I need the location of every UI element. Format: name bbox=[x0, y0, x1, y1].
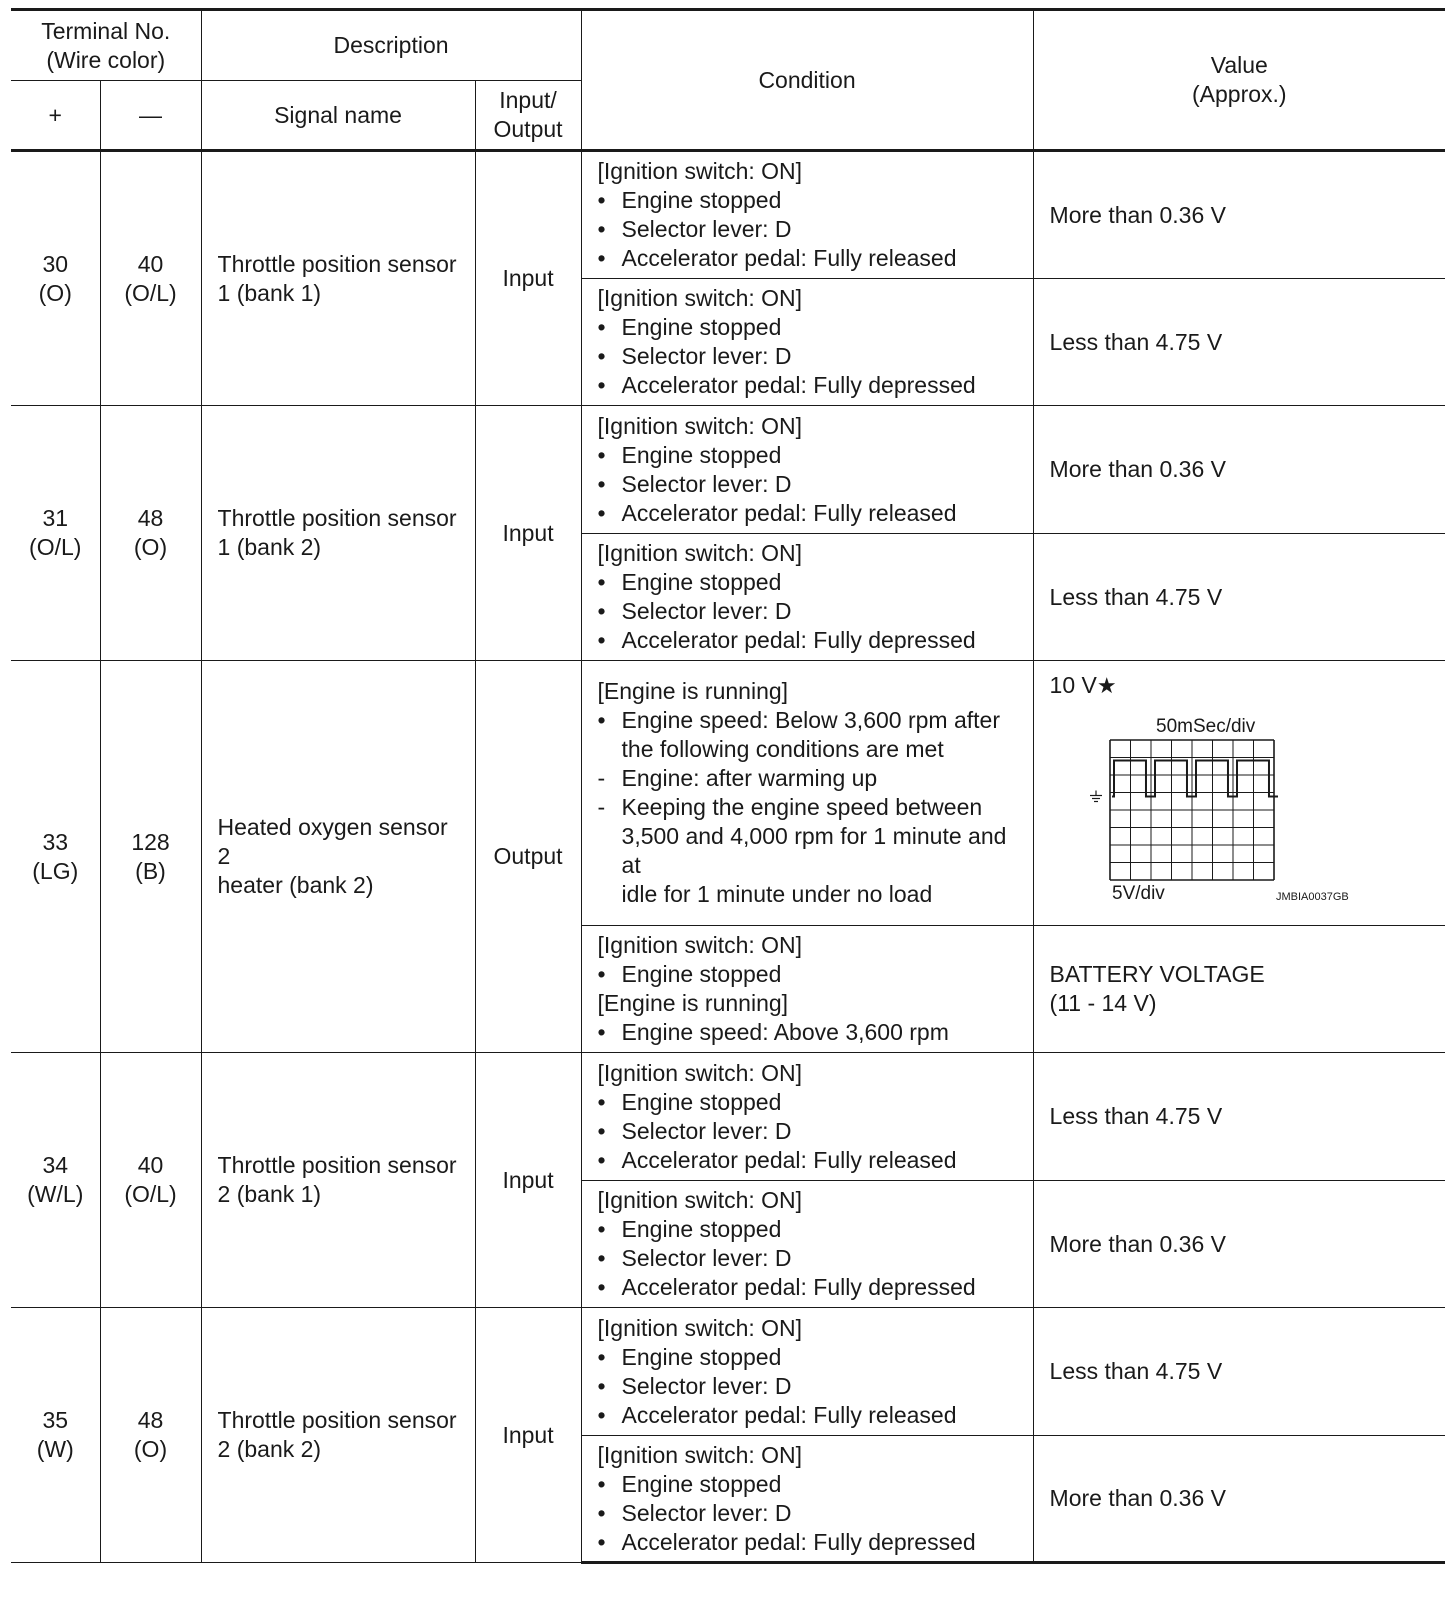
bullet-icon: • bbox=[597, 1499, 606, 1526]
condition-line bbox=[598, 1244, 1025, 1273]
condition-line bbox=[598, 1117, 1025, 1146]
condition-text: Selector lever: D bbox=[621, 470, 792, 497]
condition-line bbox=[598, 931, 1025, 960]
condition-line bbox=[598, 1273, 1025, 1302]
terminal-row bbox=[11, 661, 1445, 926]
signal-name-cell bbox=[201, 406, 475, 661]
condition-text: Accelerator pedal: Fully released bbox=[621, 245, 957, 271]
condition-text: Selector lever: D bbox=[621, 343, 792, 369]
condition-text: Accelerator pedal: Fully depressed bbox=[621, 1274, 976, 1300]
condition-line bbox=[598, 284, 1025, 313]
condition-cell bbox=[581, 279, 1033, 406]
condition-text: idle for 1 minute under no load bbox=[621, 881, 933, 907]
condition-line bbox=[598, 1470, 1025, 1499]
waveform-voltage-value: 10 V bbox=[1049, 672, 1097, 698]
condition-cell bbox=[581, 1436, 1033, 1563]
plus-wire-color: (W/L) bbox=[27, 1181, 84, 1207]
minus-terminal-cell bbox=[100, 406, 201, 661]
condition-line bbox=[598, 822, 1025, 880]
condition-line bbox=[598, 1314, 1025, 1343]
condition-text: [Ignition switch: ON] bbox=[597, 1441, 803, 1468]
minus-terminal-cell bbox=[100, 661, 201, 1053]
plus-terminal-cell bbox=[11, 1053, 100, 1308]
signal-name-line-1: Throttle position sensor bbox=[217, 1152, 457, 1178]
signal-name-line-2: 1 (bank 1) bbox=[217, 279, 322, 306]
bullet-icon: • bbox=[597, 707, 606, 733]
plus-terminal-cell bbox=[11, 151, 100, 406]
condition-line bbox=[598, 960, 1025, 989]
minus-terminal-number: 48 bbox=[137, 505, 164, 531]
plus-terminal-cell bbox=[11, 406, 100, 661]
minus-terminal-number: 128 bbox=[131, 828, 170, 855]
condition-text: the following conditions are met bbox=[621, 736, 944, 762]
plus-wire-color: (W) bbox=[36, 1436, 74, 1462]
ground-icon bbox=[1090, 791, 1102, 802]
plus-wire-color: (O) bbox=[38, 279, 72, 306]
condition-text: Engine stopped bbox=[621, 961, 782, 987]
io-cell: Input bbox=[475, 1308, 581, 1563]
indent-spacer bbox=[598, 880, 622, 909]
signal-name-cell bbox=[201, 1308, 475, 1563]
condition-line bbox=[598, 215, 1025, 244]
value-cell: More than 0.36 V bbox=[1033, 406, 1445, 534]
condition-text: Engine stopped bbox=[621, 1216, 782, 1242]
signal-name-line-1: Heated oxygen sensor 2 bbox=[217, 814, 448, 869]
condition-line bbox=[598, 499, 1025, 528]
signal-name-cell bbox=[201, 151, 475, 406]
bullet-icon: • bbox=[597, 598, 606, 624]
value-cell: More than 0.36 V bbox=[1033, 151, 1445, 279]
signal-name-line-2: heater (bank 2) bbox=[217, 872, 374, 898]
io-cell: Input bbox=[475, 1053, 581, 1308]
bullet-icon: • bbox=[597, 216, 606, 242]
indent-spacer bbox=[598, 822, 622, 880]
condition-text: [Ignition switch: ON] bbox=[597, 932, 803, 958]
header-terminal-label: Terminal No. bbox=[41, 17, 171, 44]
bullet-icon: • bbox=[597, 314, 606, 340]
terminal-row bbox=[11, 1053, 1445, 1181]
value-cell: Less than 4.75 V bbox=[1033, 279, 1445, 406]
time-div-label: 50mSec/div bbox=[1155, 716, 1255, 737]
condition-text: Engine: after warming up bbox=[621, 765, 878, 791]
condition-text: Engine stopped bbox=[621, 187, 782, 213]
condition-line bbox=[598, 597, 1025, 626]
header-wire-color-label: (Wire color) bbox=[46, 46, 166, 73]
condition-cell bbox=[581, 534, 1033, 661]
condition-line bbox=[598, 1528, 1025, 1557]
minus-wire-color: (O/L) bbox=[124, 1181, 177, 1207]
condition-line bbox=[598, 244, 1025, 273]
condition-line bbox=[598, 1018, 1025, 1047]
condition-text: Selector lever: D bbox=[621, 598, 792, 624]
condition-line bbox=[598, 1441, 1025, 1470]
header-plus: + bbox=[11, 81, 100, 151]
condition-text: Engine stopped bbox=[621, 441, 782, 468]
condition-line bbox=[598, 313, 1025, 342]
header-approx-label: (Approx.) bbox=[1191, 81, 1287, 107]
dash-icon: - bbox=[597, 794, 606, 820]
indent-spacer bbox=[598, 735, 622, 764]
io-cell: Output bbox=[475, 661, 581, 1053]
condition-text: Engine stopped bbox=[621, 1088, 782, 1115]
header-description: Description bbox=[201, 10, 581, 81]
condition-text: [Ignition switch: ON] bbox=[597, 1314, 803, 1341]
condition-line bbox=[598, 539, 1025, 568]
condition-text: Accelerator pedal: Fully released bbox=[621, 1401, 957, 1428]
minus-wire-color: (B) bbox=[135, 857, 166, 884]
bullet-icon: • bbox=[597, 372, 606, 398]
bullet-icon: • bbox=[597, 187, 606, 213]
header-minus: — bbox=[100, 81, 201, 151]
dash-icon: - bbox=[597, 765, 606, 791]
figure-code: JMBIA0037GB bbox=[1275, 891, 1349, 903]
condition-text: 3,500 and 4,000 rpm for 1 minute and at bbox=[621, 823, 1007, 878]
minus-terminal-cell bbox=[100, 1053, 201, 1308]
signal-name-line-2: 1 (bank 2) bbox=[217, 534, 322, 560]
io-cell: Input bbox=[475, 406, 581, 661]
header-row-top bbox=[11, 10, 1445, 81]
condition-line bbox=[598, 706, 1025, 735]
bullet-icon: • bbox=[597, 1216, 606, 1242]
plus-terminal-number: 34 bbox=[42, 1152, 69, 1178]
condition-text: Selector lever: D bbox=[621, 1117, 792, 1144]
condition-line bbox=[598, 793, 1025, 822]
condition-line bbox=[598, 880, 1025, 909]
bullet-icon: • bbox=[597, 627, 606, 653]
bullet-icon: • bbox=[597, 1372, 606, 1399]
header-value bbox=[1033, 10, 1445, 151]
condition-line bbox=[598, 470, 1025, 499]
plus-terminal-number: 30 bbox=[42, 250, 69, 277]
condition-line bbox=[598, 1401, 1025, 1430]
condition-line bbox=[598, 342, 1025, 371]
condition-line bbox=[598, 1146, 1025, 1175]
value-cell: More than 0.36 V bbox=[1033, 1181, 1445, 1308]
bullet-icon: • bbox=[597, 1245, 606, 1271]
condition-cell bbox=[581, 1181, 1033, 1308]
condition-line bbox=[598, 412, 1025, 441]
condition-line bbox=[598, 764, 1025, 793]
condition-text: [Engine is running] bbox=[597, 678, 789, 704]
minus-terminal-number: 40 bbox=[137, 250, 164, 277]
condition-text: [Ignition switch: ON] bbox=[597, 158, 803, 184]
terminal-row bbox=[11, 406, 1445, 534]
bullet-icon: • bbox=[597, 499, 606, 526]
bullet-icon: • bbox=[597, 961, 606, 987]
condition-text: Accelerator pedal: Fully depressed bbox=[621, 1528, 976, 1555]
signal-name-line-1: Throttle position sensor bbox=[217, 505, 457, 531]
signal-name-line-2: 2 (bank 2) bbox=[217, 1436, 322, 1462]
condition-text: [Ignition switch: ON] bbox=[597, 540, 803, 566]
condition-line bbox=[598, 1186, 1025, 1215]
condition-line bbox=[598, 441, 1025, 470]
minus-wire-color: (O) bbox=[133, 534, 168, 560]
header-value-label: Value bbox=[1210, 52, 1268, 78]
condition-line bbox=[598, 677, 1025, 706]
condition-line bbox=[598, 186, 1025, 215]
value-cell bbox=[1033, 661, 1445, 926]
minus-wire-color: (O/L) bbox=[124, 279, 177, 306]
header-io-label-1: Input/ bbox=[499, 87, 557, 113]
condition-text: [Ignition switch: ON] bbox=[597, 1187, 803, 1213]
minus-terminal-cell bbox=[100, 1308, 201, 1563]
condition-line bbox=[598, 371, 1025, 400]
header-input-output bbox=[475, 81, 581, 151]
plus-terminal-number: 35 bbox=[42, 1407, 69, 1433]
condition-line bbox=[598, 626, 1025, 655]
bullet-icon: • bbox=[597, 1343, 606, 1370]
condition-text: [Ignition switch: ON] bbox=[597, 285, 803, 311]
condition-text: Engine stopped bbox=[621, 569, 782, 595]
condition-cell bbox=[581, 1053, 1033, 1181]
plus-wire-color: (LG) bbox=[32, 857, 79, 884]
signal-name-cell bbox=[201, 1053, 475, 1308]
bullet-icon: • bbox=[597, 1401, 606, 1428]
condition-line bbox=[598, 735, 1025, 764]
condition-line bbox=[598, 1499, 1025, 1528]
terminal-row bbox=[11, 151, 1445, 279]
plus-terminal-number: 33 bbox=[42, 828, 69, 855]
bullet-icon: • bbox=[597, 470, 606, 497]
bullet-icon: • bbox=[597, 1528, 606, 1555]
minus-wire-color: (O) bbox=[133, 1436, 168, 1462]
condition-text: Accelerator pedal: Fully released bbox=[621, 1146, 957, 1173]
condition-text: Accelerator pedal: Fully released bbox=[621, 499, 957, 526]
condition-line bbox=[598, 1215, 1025, 1244]
signal-name-line-2: 2 (bank 1) bbox=[217, 1181, 322, 1207]
value-cell: Less than 4.75 V bbox=[1033, 1308, 1445, 1436]
condition-text: [Ignition switch: ON] bbox=[597, 412, 803, 439]
plus-terminal-number: 31 bbox=[42, 505, 69, 531]
signal-name-line-1: Throttle position sensor bbox=[217, 1407, 457, 1433]
condition-text: Accelerator pedal: Fully depressed bbox=[621, 627, 976, 653]
terminal-spec-table bbox=[11, 8, 1445, 1564]
oscilloscope-waveform bbox=[1050, 702, 1380, 912]
value-cell: Less than 4.75 V bbox=[1033, 534, 1445, 661]
bullet-icon: • bbox=[597, 569, 606, 595]
condition-line bbox=[598, 1059, 1025, 1088]
condition-text: Keeping the engine speed between bbox=[621, 794, 983, 820]
condition-cell bbox=[581, 926, 1033, 1053]
condition-text: Engine speed: Above 3,600 rpm bbox=[621, 1019, 949, 1045]
volt-div-label: 5V/div bbox=[1111, 883, 1165, 904]
condition-text: Accelerator pedal: Fully depressed bbox=[621, 372, 976, 398]
condition-text: Selector lever: D bbox=[621, 1499, 792, 1526]
waveform-voltage-label bbox=[1050, 671, 1446, 700]
io-cell: Input bbox=[475, 151, 581, 406]
condition-line bbox=[598, 568, 1025, 597]
plus-wire-color: (O/L) bbox=[29, 534, 82, 560]
bullet-icon: • bbox=[597, 1146, 606, 1173]
header-signal-name: Signal name bbox=[201, 81, 475, 151]
bullet-icon: • bbox=[597, 441, 606, 468]
value-cell: Less than 4.75 V bbox=[1033, 1053, 1445, 1181]
minus-terminal-cell bbox=[100, 151, 201, 406]
condition-cell bbox=[581, 151, 1033, 279]
condition-line bbox=[598, 1088, 1025, 1117]
bullet-icon: • bbox=[597, 1274, 606, 1300]
bullet-icon: • bbox=[597, 245, 606, 271]
value-range: (11 - 14 V) bbox=[1049, 990, 1157, 1016]
condition-line bbox=[598, 989, 1025, 1018]
plus-terminal-cell bbox=[11, 661, 100, 1053]
minus-terminal-number: 48 bbox=[137, 1407, 164, 1433]
condition-text: Engine speed: Below 3,600 rpm after bbox=[621, 707, 1000, 733]
value-cell: More than 0.36 V bbox=[1033, 1436, 1445, 1563]
bullet-icon: • bbox=[597, 1019, 606, 1045]
plus-terminal-cell bbox=[11, 1308, 100, 1563]
terminal-row bbox=[11, 1308, 1445, 1436]
header-io-label-2: Output bbox=[493, 116, 563, 142]
condition-cell bbox=[581, 661, 1033, 926]
header-terminal-no bbox=[11, 10, 201, 81]
condition-line bbox=[598, 1372, 1025, 1401]
condition-line bbox=[598, 1343, 1025, 1372]
value-text: BATTERY VOLTAGE bbox=[1049, 961, 1265, 987]
condition-text: Engine stopped bbox=[621, 314, 782, 340]
condition-text: [Engine is running] bbox=[597, 990, 789, 1016]
signal-name-cell bbox=[201, 661, 475, 1053]
condition-cell bbox=[581, 1308, 1033, 1436]
header-condition: Condition bbox=[581, 10, 1033, 151]
bullet-icon: • bbox=[597, 1117, 606, 1144]
condition-text: Engine stopped bbox=[621, 1343, 782, 1370]
star-icon: ★ bbox=[1096, 673, 1117, 698]
condition-line bbox=[598, 157, 1025, 186]
bullet-icon: • bbox=[597, 1470, 606, 1497]
value-cell bbox=[1033, 926, 1445, 1053]
bullet-icon: • bbox=[597, 343, 606, 369]
condition-text: Selector lever: D bbox=[621, 216, 792, 242]
condition-cell bbox=[581, 406, 1033, 534]
condition-text: Engine stopped bbox=[621, 1470, 782, 1497]
minus-terminal-number: 40 bbox=[137, 1152, 164, 1178]
signal-name-line-1: Throttle position sensor bbox=[217, 250, 457, 277]
condition-text: [Ignition switch: ON] bbox=[597, 1059, 803, 1086]
condition-text: Selector lever: D bbox=[621, 1245, 792, 1271]
condition-text: Selector lever: D bbox=[621, 1372, 792, 1399]
bullet-icon: • bbox=[597, 1088, 606, 1115]
